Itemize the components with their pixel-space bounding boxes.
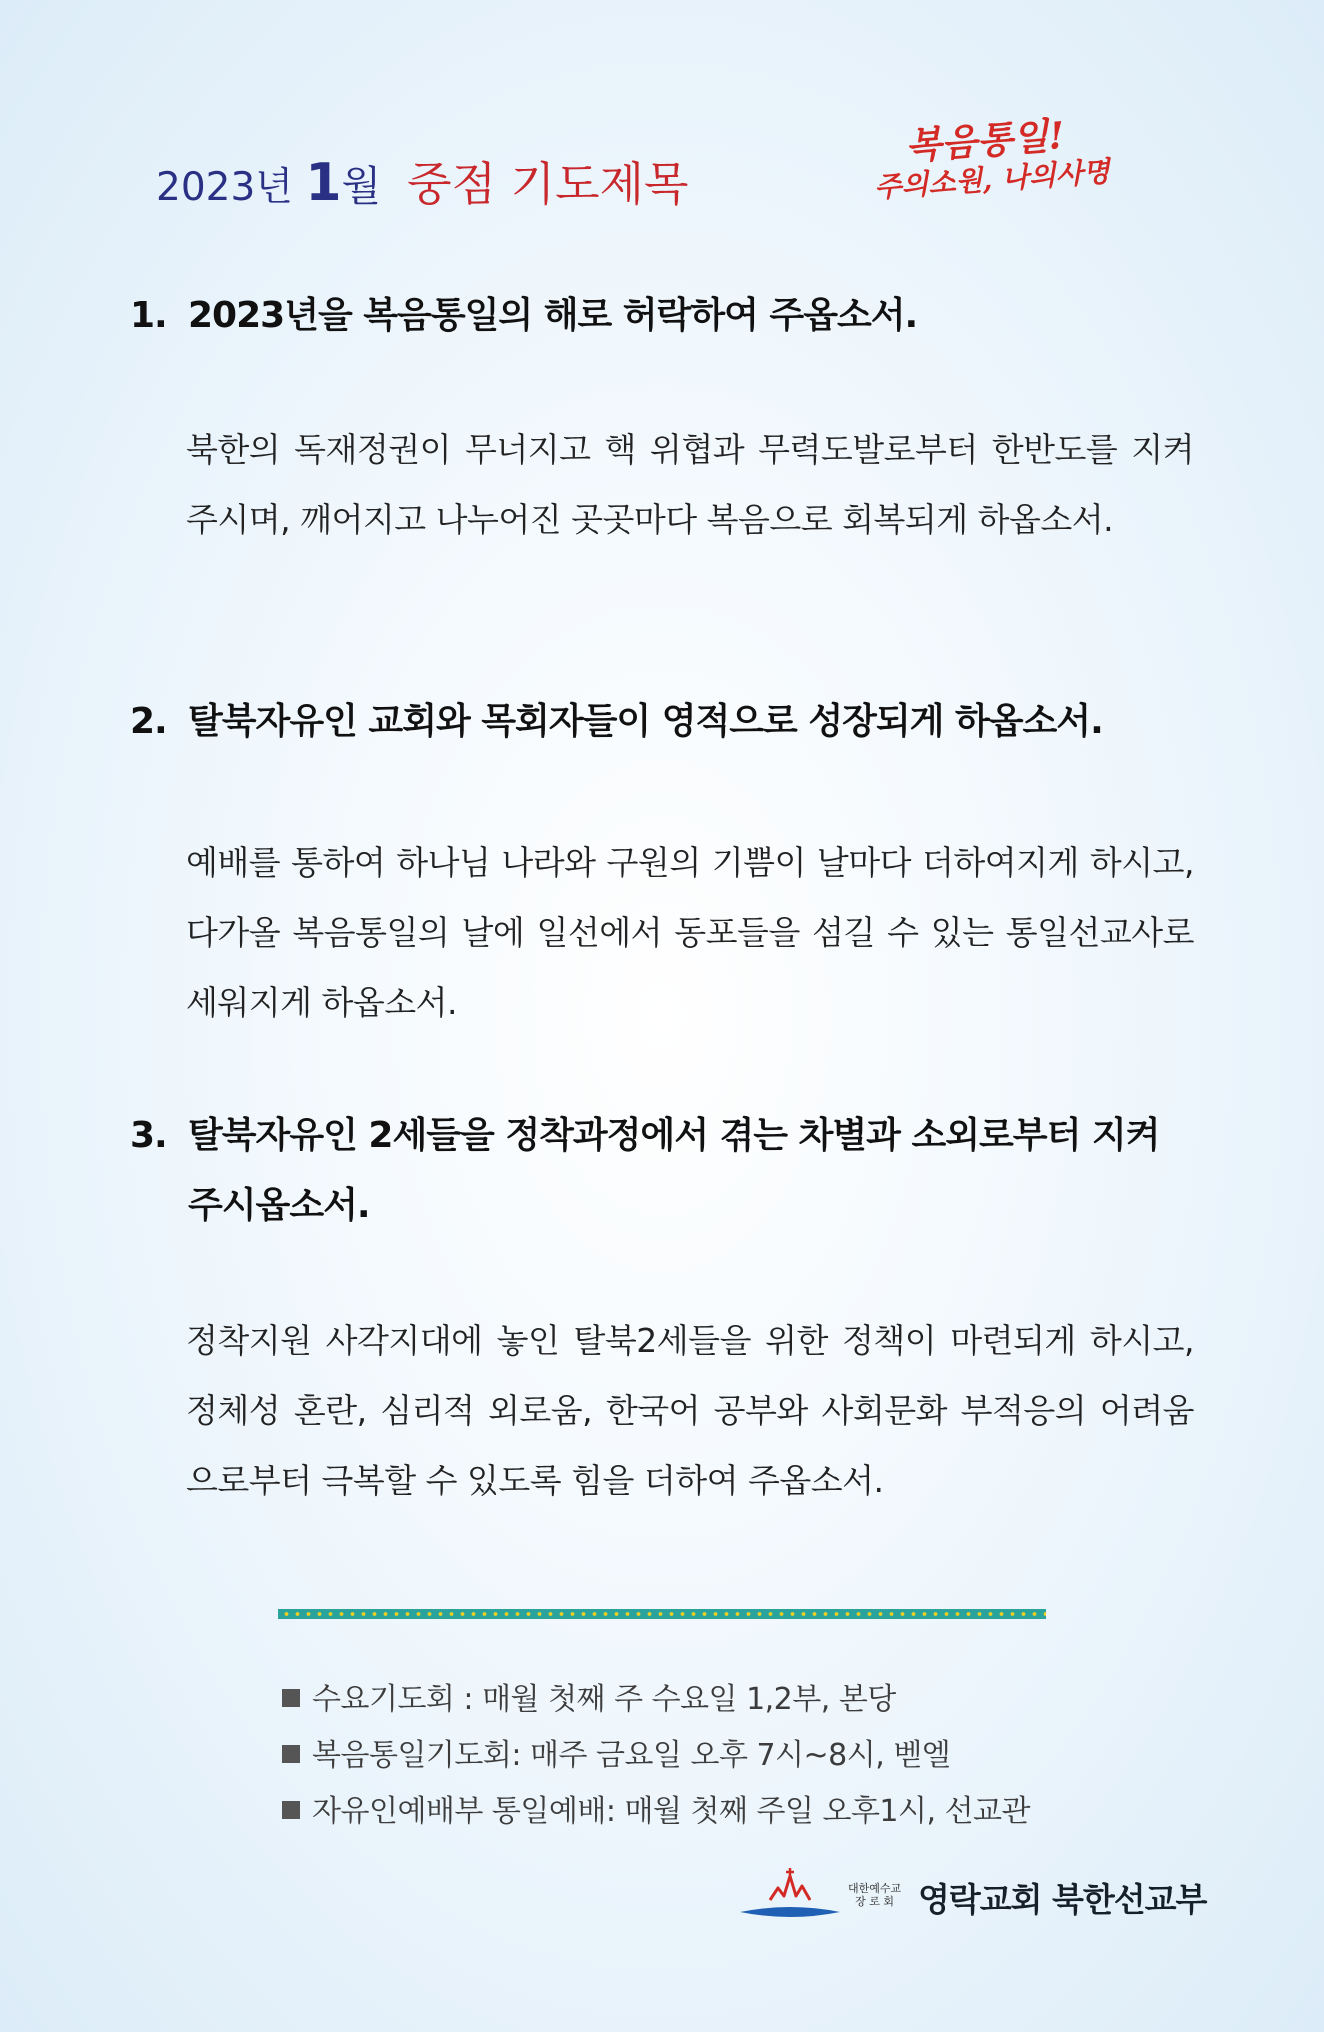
schedule-item-sunday xyxy=(282,1784,1030,1840)
prayer-item-1-title xyxy=(130,281,1200,351)
slogan xyxy=(873,110,1111,205)
slogan-line-2: 주의소원, 나의사명 xyxy=(873,154,1111,205)
schedule-list xyxy=(282,1672,1030,1840)
prayer-item-1-body: 북한의 독재정권이 무너지고 핵 위협과 무력도발로부터 한반도를 지켜 주시며, 깨어지고 나누어진 곳곳마다 복음으로 회복되게 하옵소서. xyxy=(186,430,1194,539)
schedule-text: 수요기도회 : 매월 첫째 주 수요일 1,2부, 본당 xyxy=(312,1682,896,1717)
page-title: 중점 기도제목 xyxy=(407,157,689,211)
item-number: 1. xyxy=(130,295,167,336)
schedule-text: 자유인예배부 통일예배: 매월 첫째 주일 오후1시, 선교관 xyxy=(312,1794,1031,1829)
page-header xyxy=(156,148,688,214)
church-logo-icon xyxy=(736,1866,844,1930)
prayer-item-2-title xyxy=(130,687,1200,757)
item-title-line-2: 주시옵소서. xyxy=(188,1185,370,1226)
year: 2023년 xyxy=(156,165,293,210)
month-suffix: 월 xyxy=(341,162,382,210)
year-month xyxy=(156,153,382,213)
prayer-item-3-body: 정착지원 사각지대에 놓인 탈북2세들을 위한 정책이 마련되게 하시고, 정체성 혼란, 심리적 외로움, 한국어 공부와 사회문화 부적응의 어려움으로부터 극복할 수 있도록 힘을 더하여 주옵소서. xyxy=(186,1321,1194,1500)
slogan-line-1: 복음통일! xyxy=(904,112,1066,168)
item-number: 3. xyxy=(130,1115,167,1156)
month-number: 1 xyxy=(305,153,342,213)
item-title-text: 탈북자유인 교회와 목회자들이 영적으로 성장되게 하옵소서. xyxy=(188,701,1103,742)
item-title-line-1: 탈북자유인 2세들을 정착과정에서 겪는 차별과 소외로부터 지켜 xyxy=(188,1115,1160,1156)
schedule-item-friday xyxy=(282,1728,1030,1784)
item-title-text: 2023년을 복음통일의 해로 허락하여 주옵소서. xyxy=(188,295,918,336)
square-bullet-icon xyxy=(282,1689,300,1707)
denomination-line-2: 장 로 회 xyxy=(855,1895,894,1908)
square-bullet-icon xyxy=(282,1745,300,1763)
denomination xyxy=(848,1882,901,1908)
denomination-line-1: 대한예수교 xyxy=(848,1882,902,1895)
church-name: 영락교회 북한선교부 xyxy=(918,1880,1207,1919)
prayer-item-3-title xyxy=(130,1101,1200,1241)
schedule-text: 복음통일기도회: 매주 금요일 오후 7시~8시, 벧엘 xyxy=(312,1738,951,1773)
prayer-item-2-body: 예배를 통하여 하나님 나라와 구원의 기쁨이 날마다 더하여지게 하시고, 다가올 복음통일의 날에 일선에서 동포들을 섬길 수 있는 통일선교사로 세워지게 하옵소서. xyxy=(186,843,1194,1022)
church-footer xyxy=(736,1862,1206,1932)
item-number: 2. xyxy=(130,701,167,742)
schedule-item-wednesday xyxy=(282,1672,1030,1728)
square-bullet-icon xyxy=(282,1801,300,1819)
dotted-divider xyxy=(278,1609,1046,1619)
